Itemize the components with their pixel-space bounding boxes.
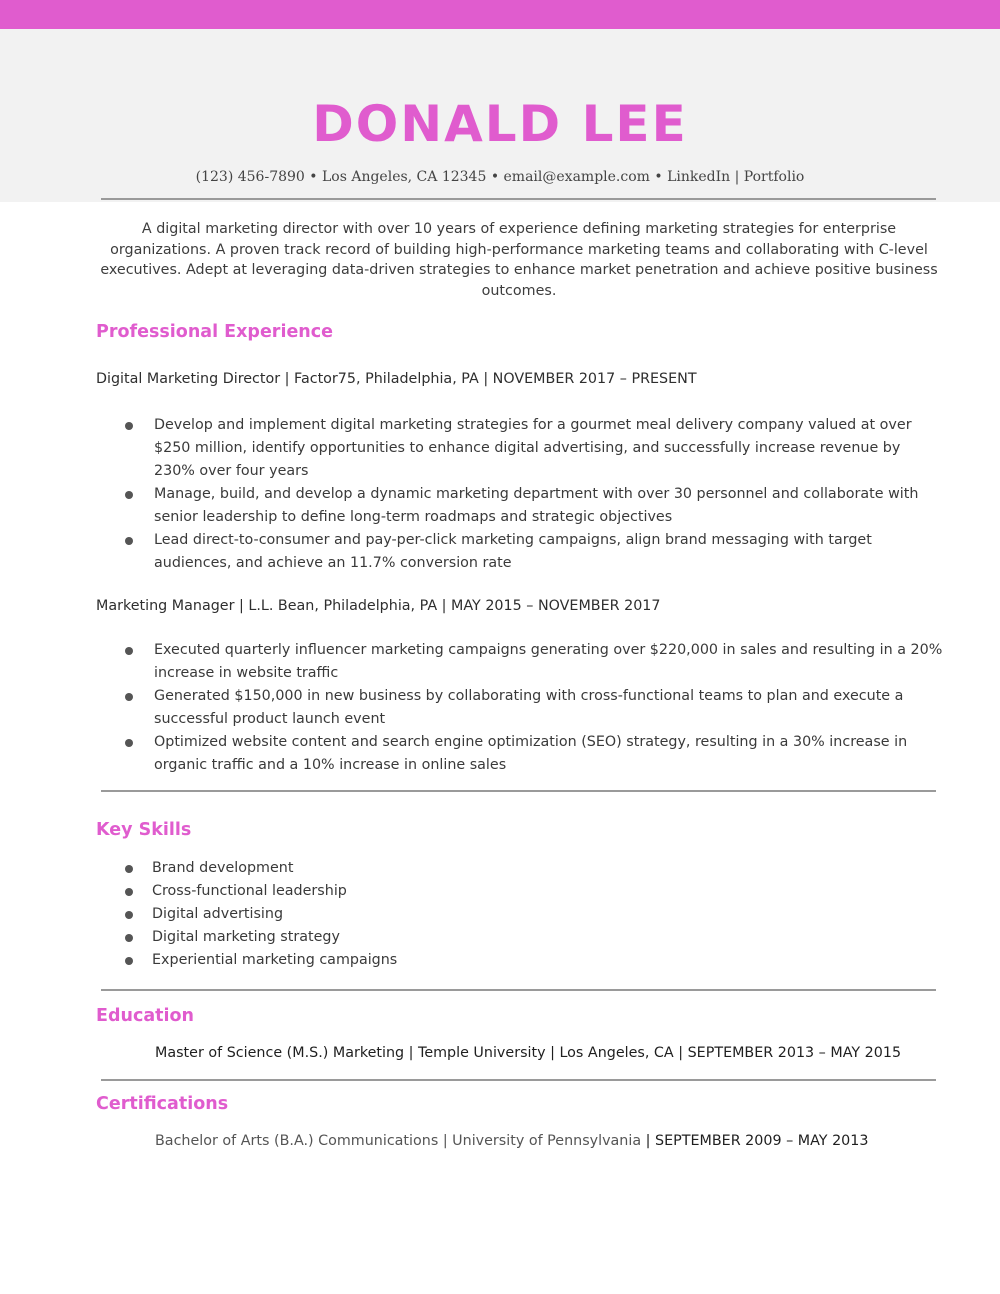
list-item [0, 529, 944, 575]
skill-text: Experiential marketing campaigns [152, 952, 398, 968]
list-item [0, 857, 942, 880]
bullet-icon [125, 422, 133, 430]
skill-text: Brand development [152, 860, 294, 876]
bullet-icon [125, 491, 133, 499]
list-item [0, 639, 944, 685]
job-bullets [0, 414, 944, 575]
skill-text: Digital marketing strategy [152, 929, 340, 945]
bullet-icon [125, 865, 133, 873]
list-item [0, 926, 942, 949]
contact-line: (123) 456-7890 • Los Angeles, CA 12345 • email@example.com • LinkedIn | Portfolio [195, 169, 805, 185]
bullet-text: Develop and implement digital marketing strategies for a gourmet meal delivery company valued at over $250 million, identify opportunities to enhance digital advertising, and successfully increase revenue by 230% over four years [154, 417, 912, 479]
education-entry: Master of Science (M.S.) Marketing | Temple University | Los Angeles, CA | SEPTEMBER 2013 – MAY 2015 [155, 1045, 902, 1061]
section-title-education: Education [96, 1006, 194, 1026]
candidate-name: DONALD LEE [312, 95, 688, 153]
bullet-icon [125, 911, 133, 919]
bullet-text: Lead direct-to-consumer and pay-per-click marketing campaigns, align brand messaging with target audiences, and achieve an 11.7% conversion rate [154, 532, 872, 571]
summary-paragraph: A digital marketing director with over 10 years of experience defining marketing strategies for enterprise organizations. A proven track record of building high-performance marketing teams and collaborating with C-level executives. Adept at leveraging data-driven strategies to enhance market penetration and achieve positive business outcomes. [100, 221, 938, 299]
skill-text: Digital advertising [152, 906, 284, 922]
section-divider [101, 790, 936, 792]
skill-text: Cross-functional leadership [152, 883, 347, 899]
bullet-icon [125, 647, 133, 655]
section-divider [101, 989, 936, 991]
header-divider [101, 198, 936, 200]
certification-name: Bachelor of Arts (B.A.) Communications | University of Pennsylvania [155, 1133, 642, 1149]
list-item [0, 903, 942, 926]
bullet-icon [125, 957, 133, 965]
top-accent-bar [0, 0, 1000, 29]
bullet-text: Executed quarterly influencer marketing campaigns generating over $220,000 in sales and resulting in a 20% increase in website traffic [154, 642, 943, 681]
bullet-icon [125, 537, 133, 545]
bullet-icon [125, 934, 133, 942]
bullet-icon [125, 739, 133, 747]
bullet-icon [125, 888, 133, 896]
job-header: Digital Marketing Director | Factor75, Philadelphia, PA | NOVEMBER 2017 – PRESENT [96, 371, 697, 387]
list-item [0, 685, 944, 731]
section-divider [101, 1079, 936, 1081]
bullet-text: Manage, build, and develop a dynamic marketing department with over 30 personnel and collaborate with senior leadership to define long-term roadmaps and strategic objectives [154, 486, 919, 525]
list-item [0, 880, 942, 903]
job-header: Marketing Manager | L.L. Bean, Philadelphia, PA | MAY 2015 – NOVEMBER 2017 [96, 598, 661, 614]
certification-dates: | SEPTEMBER 2009 – MAY 2013 [641, 1133, 869, 1149]
section-title-experience: Professional Experience [96, 322, 334, 342]
job-bullets [0, 639, 944, 777]
bullet-text: Optimized website content and search engine optimization (SEO) strategy, resulting in a 30% increase in organic traffic and a 10% increase in online sales [154, 734, 908, 773]
list-item [0, 414, 944, 483]
bullet-text: Generated $150,000 in new business by collaborating with cross-functional teams to plan and execute a successful product launch event [154, 688, 904, 727]
list-item [0, 949, 942, 972]
skills-list [0, 857, 942, 972]
bullet-icon [125, 693, 133, 701]
section-title-skills: Key Skills [96, 820, 192, 840]
list-item [0, 483, 944, 529]
list-item [0, 731, 944, 777]
certification-entry [155, 1131, 868, 1151]
section-title-certifications: Certifications [96, 1094, 229, 1114]
